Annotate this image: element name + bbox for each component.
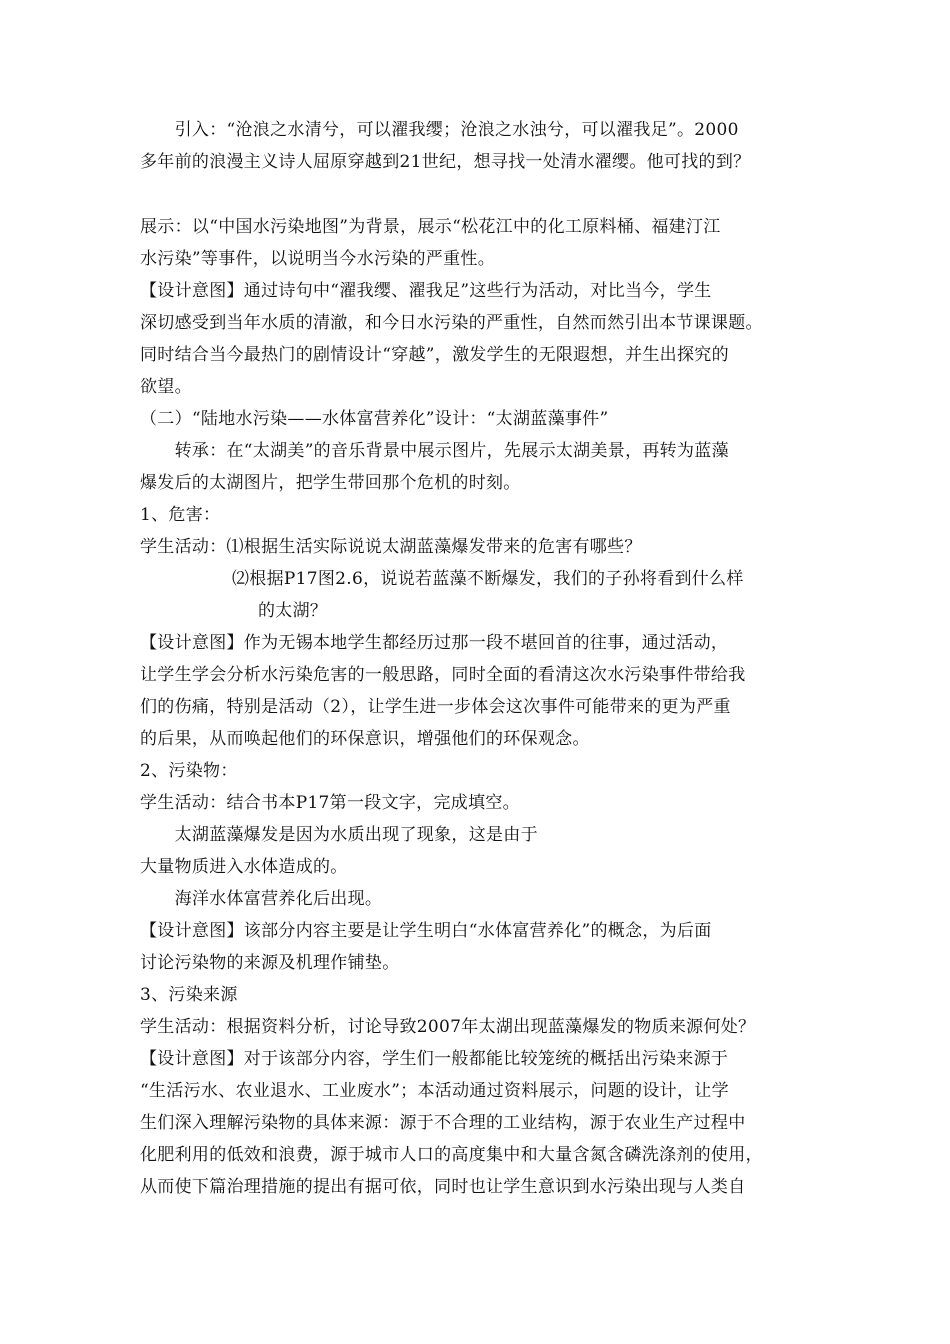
fill-blank-line-1: 太湖蓝藻爆发是因为水质出现了现象，这是由于 — [140, 825, 538, 845]
student-activity-harm-1: 学生活动：⑴根据生活实际说说太湖蓝藻爆发带来的危害有哪些？ — [140, 537, 642, 557]
student-activity-harm-2: ⑵根据P17图2.6，说说若蓝藻不断爆发，我们的子孙将看到什么样 — [232, 569, 744, 589]
subheading-sources: 3、污染来源 — [140, 985, 238, 1005]
student-activity-harm-2-cont: 的太湖？ — [258, 601, 328, 621]
design-intent-3-line-2: 讨论污染物的来源及机理作铺垫。 — [140, 953, 400, 973]
section-heading-2: （二）“陆地水污染——水体富营养化”设计：“太湖蓝藻事件” — [140, 409, 609, 429]
paragraph-display-line-1: 展示：以“中国水污染地图”为背景，展示“松花江中的化工原料桶、福建汀江 — [140, 217, 721, 237]
design-intent-2-line-1: 【设计意图】作为无锡本地学生都经历过那一段不堪回首的往事，通过活动， — [140, 633, 729, 653]
paragraph-display-line-2: 水污染”等事件，以说明当今水污染的严重性。 — [140, 249, 495, 269]
design-intent-2-line-2: 让学生学会分析水污染危害的一般思路，同时全面的看清这次水污染事件带给我 — [140, 665, 746, 685]
design-intent-4-line-3: 生们深入理解污染物的具体来源：源于不合理的工业结构，源于农业生产过程中 — [140, 1113, 746, 1133]
paragraph-transition-line-2: 爆发后的太湖图片，把学生带回那个危机的时刻。 — [140, 473, 521, 493]
design-intent-4-line-1: 【设计意图】对于该部分内容，学生们一般都能比较笼统的概括出污染来源于 — [140, 1049, 729, 1069]
subheading-harm: 1、危害： — [140, 505, 221, 525]
design-intent-4-line-5: 从而使下篇治理措施的提出有据可依，同时也让学生意识到水污染出现与人类自 — [140, 1177, 746, 1197]
design-intent-4-line-2: “生活污水、农业退水、工业废水”；本活动通过资料展示，问题的设计，让学 — [140, 1081, 729, 1101]
design-intent-1-line-1: 【设计意图】通过诗句中“濯我缨、濯我足”这些行为活动，对比当今，学生 — [140, 281, 712, 301]
design-intent-1-line-2: 深切感受到当年水质的清澈，和今日水污染的严重性，自然而然引出本节课课题。 — [140, 313, 763, 333]
paragraph-intro-line-2: 多年前的浪漫主义诗人屈原穿越到21世纪，想寻找一处清水濯缨。他可找的到？ — [140, 152, 751, 172]
fill-blank-line-3: 海洋水体富营养化后出现。 — [140, 889, 383, 909]
fill-blank-line-2: 大量物质进入水体造成的。 — [140, 857, 348, 877]
design-intent-1-line-3: 同时结合当今最热门的剧情设计“穿越”，激发学生的无限遐想，并生出探究的 — [140, 345, 729, 365]
design-intent-3-line-1: 【设计意图】该部分内容主要是让学生明白“水体富营养化”的概念，为后面 — [140, 921, 712, 941]
design-intent-2-line-3: 们的伤痛，特别是活动（2），让学生进一步体会这次事件可能带来的更为严重 — [140, 697, 731, 717]
design-intent-4-line-4: 化肥利用的低效和浪费，源于城市人口的高度集中和大量含氮含磷洗涤剂的使用， — [140, 1145, 763, 1165]
design-intent-2-line-4: 的后果，从而唤起他们的环保意识，增强他们的环保观念。 — [140, 729, 590, 749]
student-activity-sources: 学生活动：根据资料分析，讨论导致2007年太湖出现蓝藻爆发的物质来源何处？ — [140, 1017, 756, 1037]
subheading-pollutants: 2、污染物： — [140, 761, 238, 781]
design-intent-1-line-4: 欲望。 — [140, 377, 192, 397]
paragraph-intro-line-1: 引入：“沧浪之水清兮，可以濯我缨；沧浪之水浊兮，可以濯我足”。2000 — [140, 120, 739, 140]
student-activity-pollutants: 学生活动：结合书本P17第一段文字，完成填空。 — [140, 793, 520, 813]
paragraph-transition-line-1: 转承：在“太湖美”的音乐背景中展示图片，先展示太湖美景，再转为蓝藻 — [140, 441, 729, 461]
